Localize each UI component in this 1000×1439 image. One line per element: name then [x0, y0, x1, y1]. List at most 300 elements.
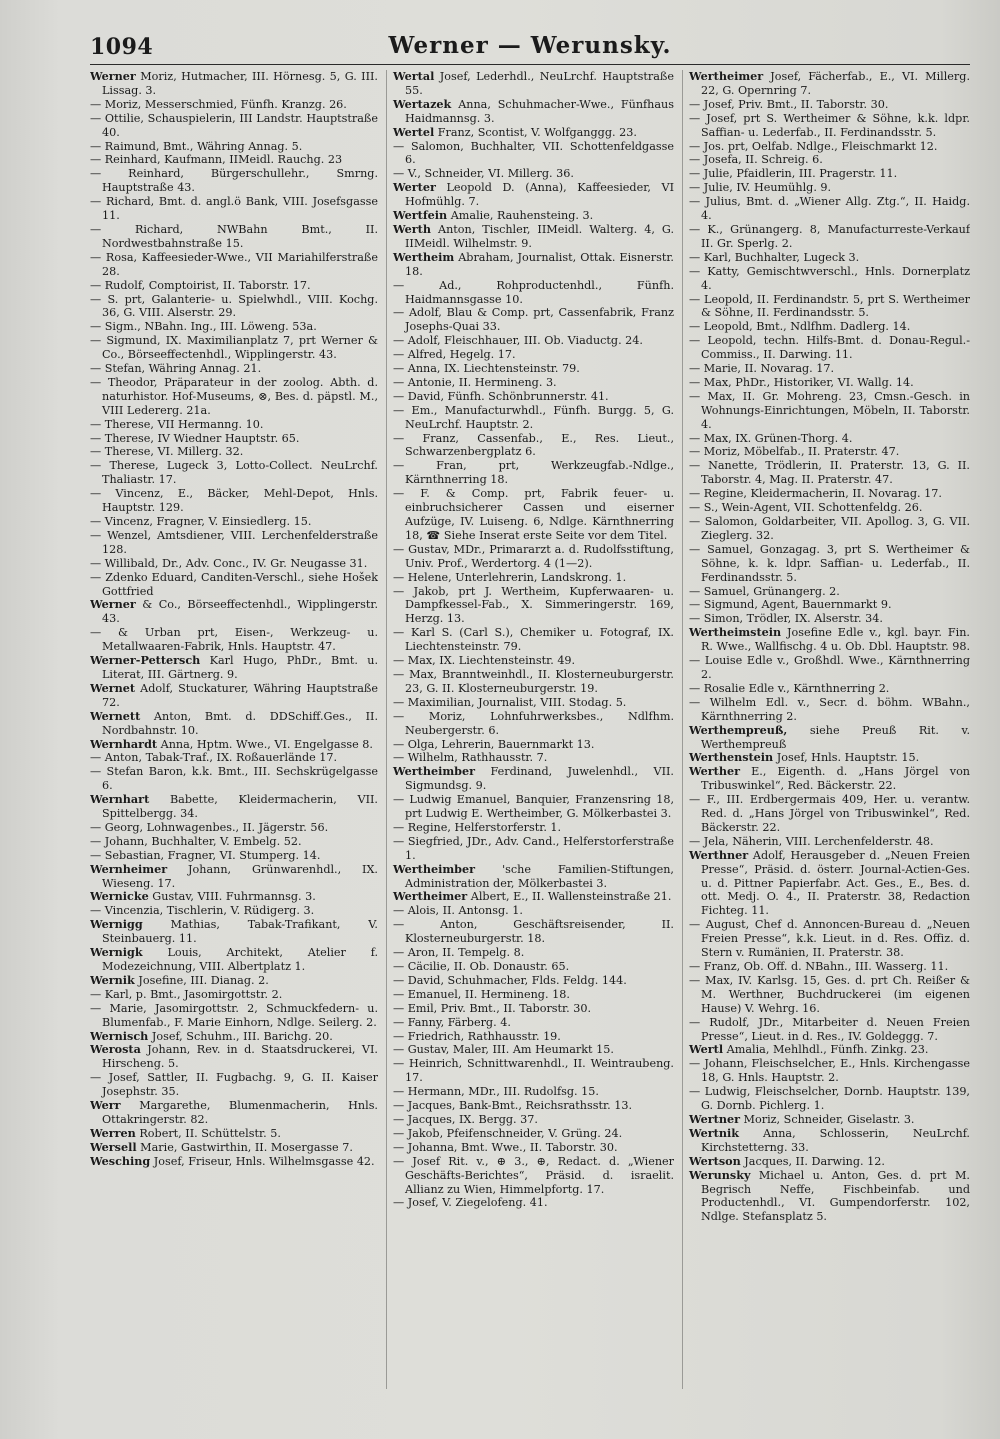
entry-details: Marie, Gastwirthin, II. Mosergasse 7.	[140, 1140, 353, 1154]
directory-entry	[689, 1015, 970, 1044]
directory-entry	[393, 348, 674, 362]
entry-surname: Wertnik	[689, 1125, 739, 1140]
directory-entry	[393, 946, 674, 960]
directory-entry	[90, 792, 378, 821]
directory-entry	[393, 542, 674, 571]
entry-details: — Sigmund, Agent, Bauernmarkt 9.	[689, 598, 892, 612]
entry-details: — F. & Comp. prt, Fabrik feuer- u. einbruchsicherer Cassen und eiserner Aufzüge, IV. Luiseng. 6, Ndlge. Kärnthnerring 18, ☎ Siehe Inserat erste Seite vor dem Titel.	[393, 487, 674, 542]
directory-entry	[90, 1028, 378, 1044]
directory-entry	[689, 722, 970, 752]
entry-details: Anton, Bmt. d. DDSchiff.Ges., II. Nordbahnstr. 10.	[102, 709, 378, 737]
directory-entry	[393, 96, 674, 126]
directory-entry	[689, 375, 970, 390]
entry-details: — Max, PhDr., Historiker, VI. Wallg. 14.	[689, 375, 914, 389]
entry-details: Josef, Lederhdl., NeuLrchf. Hauptstraße 55.	[405, 70, 674, 97]
entry-details: — Jakob, prt J. Wertheim, Kupferwaaren- u. Dampfkessel-Fab., X. Simmeringerstr. 169, Herzg. 13.	[393, 584, 674, 626]
entry-details: — Ad., Rohproductenhdl., Fünfh. Haidmannsgasse 10.	[393, 278, 674, 306]
entry-details: — S., Wein-Agent, VII. Schottenfeldg. 26.	[689, 501, 923, 515]
entry-details: — Moriz, Möbelfab., II. Praterstr. 47.	[689, 445, 900, 459]
entry-surname: Wertl	[689, 1042, 724, 1057]
directory-entry	[90, 70, 378, 98]
directory-entry	[90, 445, 378, 459]
directory-entry	[393, 208, 674, 223]
directory-entry	[90, 848, 378, 863]
entry-surname: Werren	[90, 1125, 136, 1140]
entry-details: Gustav, VIII. Fuhrmannsg. 3.	[152, 890, 316, 904]
directory-entry	[393, 820, 674, 835]
entry-details: 'sche Familien-Stiftungen, Administration der, Mölkerbastei 3.	[405, 862, 674, 890]
entry-details: — Adolf, Blau & Comp. prt, Cassenfabrik, Franz Josephs-Quai 33.	[393, 306, 674, 334]
entry-details: — Raimund, Bmt., Währing Annag. 5.	[90, 139, 303, 153]
entry-details: Michael u. Anton, Ges. d. prt M. Begrisch Neffe, Fischbeinfab. und Productenhdl., VI. Gumpendorferstr. 102, Ndlge. Stefansplatz 5.	[701, 1168, 970, 1224]
entry-details: — Marie, Jasomirgottstr. 2, Schmuckfedern- u. Blumenfab., F. Marie Einhorn, Ndlge. Seilerg. 2.	[90, 1001, 378, 1029]
entry-details: — Marie, II. Novarag. 17.	[689, 362, 835, 376]
directory-entry	[393, 139, 674, 168]
directory-entry	[90, 653, 378, 682]
entry-surname: Wertheimer	[689, 70, 764, 83]
entry-details: Margarethe, Blumenmacherin, Hnls. Ottakringerstr. 82.	[102, 1099, 378, 1126]
directory-entry	[393, 306, 674, 334]
directory-entry	[90, 139, 378, 154]
entry-details: & Co., Börseeffectenhdl., Wipplingerstr. 43.	[102, 598, 378, 626]
entry-details: — Josefa, II. Schreig. 6.	[689, 153, 823, 167]
directory-entry	[689, 445, 970, 459]
directory-entry	[393, 1057, 674, 1085]
entry-details: — Rudolf, JDr., Mitarbeiter d. Neuen Freien Presse“, Lieut. in d. Res., IV. Goldeggg. 7.	[689, 1015, 970, 1043]
directory-entry	[689, 960, 970, 974]
directory-entry	[90, 1125, 378, 1141]
entry-details: Mathias, Tabak-Trafikant, V. Steinbauerg. 11.	[102, 918, 378, 946]
entry-details: Anna, Schuhmacher-Wwe., Fünfhaus Haidmannsg. 3.	[405, 97, 674, 125]
entry-details: Amalie, Rauhensteing. 3.	[450, 209, 594, 223]
directory-entry	[689, 598, 970, 612]
directory-entry	[689, 612, 970, 626]
entry-surname: Wertazek	[393, 96, 452, 111]
directory-entry	[689, 250, 970, 265]
entry-details: — Therese, Lugeck 3, Lotto-Collect. NeuLrchf. Thaliastr. 17.	[90, 459, 378, 487]
directory-entry	[90, 278, 378, 293]
directory-entry	[393, 987, 674, 1002]
entry-details: — Franz, Ob. Off. d. NBahn., III. Wasserg. 11.	[689, 960, 949, 973]
directory-entry	[90, 1071, 378, 1099]
entry-details: — Therese, IV Wiedner Hauptstr. 65.	[90, 431, 300, 445]
directory-entry	[393, 1029, 674, 1044]
directory-entry	[689, 1125, 970, 1155]
directory-entry	[689, 181, 970, 195]
entry-details: — K., Grünangerg. 8, Manufacturreste-Verkauf II. Gr. Sperlg. 2.	[689, 222, 970, 250]
directory-entry	[393, 389, 674, 404]
entry-details: — Julie, IV. Heumühlg. 9.	[689, 181, 832, 195]
directory-entry	[689, 681, 970, 696]
directory-entry	[393, 362, 674, 376]
entry-surname: Wernhardt	[90, 736, 158, 751]
entry-details: — Regine, Kleidermacherin, II. Novarag. 17.	[689, 487, 942, 501]
directory-entry	[393, 1085, 674, 1099]
entry-details: — Karl S. (Carl S.), Chemiker u. Fotograf, IX. Liechtensteinstr. 79.	[393, 626, 674, 654]
entry-surname: Werthempreuß,	[689, 722, 788, 737]
directory-entry	[393, 375, 674, 390]
entry-details: — Adolf, Fleischhauer, III. Ob. Viaductg. 24.	[393, 334, 643, 348]
entry-details: — Wenzel, Amtsdiener, VIII. Lerchenfelderstraße 128.	[90, 528, 378, 556]
entry-details: — Helene, Unterlehrerin, Landskrong. 1.	[393, 570, 627, 584]
directory-entry	[90, 528, 378, 557]
entry-details: — Ludwig Emanuel, Banquier, Franzensring 18, prt Ludwig E. Wertheimber, G. Mölkerbastei 3.	[393, 793, 674, 821]
directory-entry	[90, 570, 378, 599]
directory-entry	[689, 834, 970, 849]
directory-entry	[393, 167, 674, 181]
directory-entry	[393, 1099, 674, 1113]
directory-entry	[393, 584, 674, 627]
directory-entry	[689, 139, 970, 154]
directory-entry	[689, 362, 970, 376]
entry-details: — Samuel, Gonzagag. 3, prt S. Wertheimer & Söhne, k. k. ldpr. Saffian- u. Lederfab., II. Ferdinandsstr. 5.	[689, 542, 970, 584]
entry-surname: Wertheimber	[393, 861, 476, 876]
directory-entry	[393, 278, 674, 307]
entry-surname: Wernisch	[90, 1028, 149, 1043]
directory-entry	[90, 680, 378, 710]
entry-details: — Stefan Baron, k.k. Bmt., III. Sechskrügelgasse 6.	[90, 765, 378, 793]
directory-columns	[90, 70, 970, 1389]
entry-details: — Fran, prt, Werkzeugfab.-Ndlge., Kärnthnerring 18.	[393, 459, 674, 487]
directory-entry	[393, 459, 674, 487]
entry-details: — Johann, Fleischselcher, E., Hnls. Kirchengasse 18, G. Hnls. Hauptstr. 2.	[689, 1057, 970, 1085]
directory-entry	[689, 459, 970, 487]
entry-details: — Cäcilie, II. Ob. Donaustr. 65.	[393, 960, 570, 973]
directory-entry	[689, 153, 970, 167]
directory-entry	[90, 987, 378, 1002]
directory-entry	[90, 362, 378, 376]
directory-entry	[393, 221, 674, 251]
directory-entry	[689, 625, 970, 654]
entry-details: Moriz, Hutmacher, III. Hörnesg. 5, G. III. Lissag. 3.	[102, 70, 378, 97]
directory-entry	[90, 222, 378, 251]
entry-details: — Karl, Buchhalter, Lugeck 3.	[689, 250, 860, 264]
directory-entry	[90, 820, 378, 835]
entry-details: Jacques, II. Darwing. 12.	[744, 1154, 885, 1168]
directory-entry	[393, 570, 674, 585]
entry-surname: Werth	[393, 221, 431, 236]
entry-details: — Theodor, Präparateur in der zoolog. Abth. d. naturhistor. Hof-Museums, ⊗, Bes. d. päpstl. M., VIII Ledererg. 21a.	[90, 375, 378, 417]
entry-surname: Werner	[90, 70, 136, 83]
entry-details: — Sebastian, Fragner, VI. Stumperg. 14.	[90, 848, 321, 862]
entry-details: — Anton, Geschäftsreisender, II. Klosterneuburgerstr. 18.	[393, 918, 674, 946]
entry-details: Franz, Scontist, V. Wolfganggg. 23.	[437, 125, 637, 139]
entry-details: — V., Schneider, VI. Millerg. 36.	[393, 167, 574, 181]
entry-details: — Leopold, techn. Hilfs-Bmt. d. Donau-Regul.-Commiss., II. Darwing. 11.	[689, 334, 970, 362]
entry-surname: Werosta	[90, 1042, 141, 1057]
entry-details: — Ludwig, Fleischselcher, Dornb. Hauptstr. 139, G. Dornb. Pichlerg. 1.	[689, 1085, 970, 1113]
entry-surname: Wesching	[90, 1153, 151, 1168]
entry-details: — Ottilie, Schauspielerin, III Landstr. Hauptstraße 40.	[90, 111, 378, 139]
directory-entry	[689, 1167, 970, 1225]
directory-entry	[90, 1139, 378, 1155]
entry-surname: Wernicke	[90, 889, 149, 904]
entry-details: Josef, Fächerfab., E., VI. Millerg. 22, G. Opernring 7.	[701, 70, 970, 97]
entry-details: — Salomon, Buchhalter, VII. Schottenfeldgasse 6.	[393, 139, 674, 167]
entry-details: — Richard, Bmt. d. angl.ö Bank, VIII. Josefsgasse 11.	[90, 195, 378, 223]
entry-surname: Wernet	[90, 680, 136, 695]
entry-details: — Anna, IX. Liechtensteinstr. 79.	[393, 362, 580, 376]
entry-details: Anton, Tischler, IIMeidl. Walterg. 4, G. IIMeidl. Wilhelmstr. 9.	[405, 222, 674, 250]
directory-entry	[90, 375, 378, 418]
directory-entry	[689, 764, 970, 793]
entry-surname: Werthenstein	[689, 750, 774, 765]
entry-details: — Jacques, IX. Bergg. 37.	[393, 1112, 538, 1126]
entry-details: — Georg, Lohnwagenbes., II. Jägerstr. 56.	[90, 820, 329, 834]
entry-details: — Fanny, Färberg. 4.	[393, 1015, 511, 1029]
directory-entry	[689, 222, 970, 251]
entry-details: — Heinrich, Schnittwarenhdl., II. Weintraubeng. 17.	[393, 1057, 674, 1085]
entry-details: — Emanuel, II. Hermineng. 18.	[393, 987, 570, 1001]
directory-entry	[90, 708, 378, 738]
entry-details: — & Urban prt, Eisen-, Werkzeug- u. Metallwaaren-Fabrik, Hnls. Hauptstr. 47.	[90, 626, 378, 654]
entry-details: — Moriz, Messerschmied, Fünfh. Kranzg. 26.	[90, 97, 347, 111]
entry-surname: Wersell	[90, 1139, 137, 1154]
directory-entry	[393, 973, 674, 988]
directory-entry	[90, 626, 378, 654]
entry-details: Karl Hugo, PhDr., Bmt. u. Literat, III. Gärtnerg. 9.	[102, 654, 378, 681]
entry-details: Josef, Friseur, Hnls. Wilhelmsgasse 42.	[153, 1154, 375, 1168]
directory-entry	[393, 249, 674, 279]
column-3	[682, 70, 970, 1389]
directory-entry	[689, 1042, 970, 1057]
directory-entry	[90, 945, 378, 974]
entry-details: Babette, Kleidermacherin, VII. Spittelbergg. 34.	[102, 793, 378, 821]
directory-entry	[90, 1153, 378, 1169]
directory-entry	[689, 1085, 970, 1113]
directory-entry	[90, 904, 378, 918]
entry-details: — Karl, p. Bmt., Jasomirgottstr. 2.	[90, 987, 283, 1001]
entry-details: — Alois, II. Antonsg. 1.	[393, 904, 523, 918]
entry-details: — Moriz, Lohnfuhrwerksbes., Ndlfhm. Neubergerstr. 6.	[393, 709, 674, 737]
entry-details: — Katty, Gemischtwverschl., Hnls. Dornerplatz 4.	[689, 264, 970, 292]
directory-entry	[393, 918, 674, 946]
entry-surname: Werunsky	[689, 1167, 751, 1182]
directory-entry	[689, 973, 970, 1016]
directory-entry	[393, 889, 674, 904]
entry-details: — Franz, Cassenfab., E., Res. Lieut., Schwarzenbergplatz 6.	[393, 431, 674, 459]
entry-details: — Vincenz, Fragner, V. Einsiedlerg. 15.	[90, 515, 312, 528]
entry-details: Adolf, Herausgeber d. „Neuen Freien Presse“, Präsid. d. österr. Journal-Actien-Ges. u. d. Pittner Papierfabr. Act. Ges., E., Bes. d. ott. Medj. O. 4., II. Praterstr. 38, Redaction Fichteg. 11.	[701, 848, 970, 918]
directory-entry	[90, 334, 378, 362]
directory-entry	[90, 320, 378, 334]
entry-details: — Salomon, Goldarbeiter, VII. Apollog. 3, G. VII. Zieglerg. 32.	[689, 515, 970, 542]
entry-details: — Josef, Sattler, II. Fugbachg. 9, G. II. Kaiser Josephstr. 35.	[90, 1071, 378, 1099]
directory-entry	[689, 695, 970, 724]
directory-entry	[393, 1154, 674, 1197]
entry-details: — Friedrich, Rathhausstr. 19.	[393, 1029, 561, 1043]
entry-details: — Jakob, Pfeifenschneider, V. Grüng. 24.	[393, 1126, 623, 1140]
entry-details: — Vincenz, E., Bäcker, Mehl-Depot, Hnls. Hauptstr. 129.	[90, 487, 378, 515]
directory-entry	[689, 97, 970, 112]
entry-details: — Julie, Pfaidlerin, III. Pragerstr. 11.	[689, 167, 898, 181]
entry-details: — David, Fünfh. Schönbrunnerstr. 41.	[393, 389, 609, 403]
entry-details: — Richard, NWBahn Bmt., II. Nordwestbahnstraße 15.	[90, 222, 378, 250]
entry-surname: Wertson	[689, 1153, 741, 1168]
entry-details: siehe Preuß Rit. v. Werthempreuß	[701, 723, 970, 751]
page-number: 1094	[90, 34, 154, 60]
directory-entry	[689, 487, 970, 501]
entry-details: — Vincenzia, Tischlerin, V. Rüdigerg. 3.	[90, 904, 315, 918]
entry-surname: Wertal	[393, 70, 435, 83]
directory-entry	[393, 180, 674, 209]
entry-details: — Rosalie Edle v., Kärnthnerring 2.	[689, 681, 890, 695]
directory-entry	[393, 751, 674, 765]
directory-entry	[393, 403, 674, 432]
directory-entry	[393, 695, 674, 710]
entry-details: — Johanna, Bmt. Wwe., II. Taborstr. 30.	[393, 1140, 618, 1154]
directory-entry	[689, 501, 970, 515]
entry-details: Anna, Hptm. Wwe., VI. Engelgasse 8.	[160, 737, 373, 751]
entry-surname: Werthner	[689, 847, 749, 862]
directory-entry	[393, 861, 674, 891]
directory-entry	[90, 597, 378, 626]
directory-entry	[393, 124, 674, 140]
directory-entry	[90, 195, 378, 223]
directory-entry	[393, 709, 674, 738]
directory-entry	[393, 1043, 674, 1057]
directory-entry	[90, 97, 378, 112]
directory-entry	[90, 431, 378, 446]
directory-entry	[393, 834, 674, 863]
entry-details: Abraham, Journalist, Ottak. Eisnerstr. 18.	[405, 250, 674, 278]
entry-details: — Hermann, MDr., III. Rudolfsg. 15.	[393, 1085, 599, 1099]
entry-details: — Maximilian, Journalist, VIII. Stodag. 5.	[393, 695, 627, 709]
entry-details: — Reinhard, Bürgerschullehr., Smrng. Hauptstraße 43.	[90, 167, 378, 195]
entry-surname: Werr	[90, 1098, 121, 1113]
entry-surname: Wertheim	[393, 249, 455, 264]
entry-details: — Antonie, II. Hermineng. 3.	[393, 375, 557, 389]
directory-entry	[90, 889, 378, 904]
entry-details: Moriz, Schneider, Giselastr. 3.	[743, 1112, 915, 1126]
entry-details: — Max, IX. Grünen-Thorg. 4.	[689, 431, 853, 445]
directory-entry	[90, 1098, 378, 1127]
directory-entry	[689, 70, 970, 98]
entry-details: — Anton, Tabak-Traf., IX. Roßauerlände 17.	[90, 751, 338, 765]
directory-entry	[689, 389, 970, 432]
directory-entry	[393, 654, 674, 668]
directory-entry	[689, 292, 970, 321]
directory-entry	[689, 542, 970, 585]
entry-details: — Josef, Priv. Bmt., II. Taborstr. 30.	[689, 97, 889, 111]
directory-entry	[689, 654, 970, 682]
entry-details: — Max, IV. Karlsg. 15, Ges. d. prt Ch. Reißer & M. Werthner, Buchdruckerei (im eigenen Hause) V. Wehrg. 16.	[689, 973, 970, 1015]
directory-entry	[90, 111, 378, 140]
entry-details: — Therese, VII Hermanng. 10.	[90, 417, 264, 431]
entry-details: — Max, IX. Liechtensteinstr. 49.	[393, 654, 576, 668]
directory-entry	[90, 556, 378, 571]
directory-entry	[393, 487, 674, 543]
entry-surname: Werter	[393, 180, 436, 195]
directory-entry	[90, 1001, 378, 1030]
entry-details: — S. prt, Galanterie- u. Spielwhdl., VIII. Kochg. 36, G. VIII. Alserstr. 29.	[90, 292, 378, 320]
directory-entry	[90, 751, 378, 765]
directory-entry	[393, 626, 674, 654]
entry-details: — Sigmund, IX. Maximilianplatz 7, prt Werner & Co., Börseeffectenhdl., Wipplingerstr. 43.	[90, 334, 378, 362]
directory-entry	[689, 1057, 970, 1085]
directory-entry	[90, 736, 378, 752]
directory-entry	[393, 1001, 674, 1016]
entry-surname: Wernigg	[90, 917, 143, 932]
directory-entry	[689, 1111, 970, 1127]
entry-details: — Louise Edle v., Großhdl. Wwe., Kärnthnerring 2.	[689, 654, 970, 681]
entry-surname: Wertheimber	[393, 764, 476, 779]
directory-entry	[90, 861, 378, 891]
directory-entry	[393, 667, 674, 696]
entry-surname: Wernik	[90, 972, 135, 987]
entry-details: — Jos. prt, Oelfab. Ndlge., Fleischmarkt 12.	[689, 139, 938, 153]
directory-entry	[689, 847, 970, 919]
entry-details: Josefine, III. Dianag. 2.	[138, 973, 269, 987]
directory-entry	[393, 1140, 674, 1155]
directory-entry	[689, 431, 970, 446]
entry-details: — Gustav, Maler, III. Am Heumarkt 15.	[393, 1043, 614, 1057]
running-head: Werner — Werunsky.	[388, 32, 672, 59]
entry-surname: Wernigk	[90, 945, 143, 960]
directory-entry	[689, 515, 970, 543]
directory-entry	[393, 793, 674, 821]
entry-details: — Johann, Buchhalter, V. Embelg. 52.	[90, 834, 302, 848]
directory-entry	[90, 765, 378, 793]
entry-surname: Wertner	[689, 1111, 740, 1126]
directory-entry	[689, 334, 970, 362]
directory-entry	[689, 195, 970, 223]
entry-details: — David, Schuhmacher, Flds. Feldg. 144.	[393, 973, 627, 987]
entry-details: — Josef, prt S. Wertheimer & Söhne, k.k. ldpr. Saffian- u. Lederfab., II. Ferdinandsstr. 5.	[689, 111, 970, 139]
directory-entry	[393, 1112, 674, 1127]
directory-entry	[90, 1042, 378, 1071]
entry-details: Louis, Architekt, Atelier f. Modezeichnung, VIII. Albertplatz 1.	[102, 946, 378, 973]
entry-surname: Werner	[90, 597, 136, 612]
column-1	[90, 70, 378, 1389]
entry-details: — Samuel, Grünangerg. 2.	[689, 584, 840, 598]
directory-entry	[393, 70, 674, 98]
entry-surname: Wertheimstein	[689, 625, 782, 640]
directory-entry	[90, 417, 378, 432]
entry-details: — Emil, Priv. Bmt., II. Taborstr. 30.	[393, 1001, 592, 1015]
directory-entry	[90, 834, 378, 849]
entry-details: — Therese, VI. Millerg. 32.	[90, 445, 244, 459]
entry-details: Adolf, Stuckaturer, Währing Hauptstraße 72.	[102, 681, 378, 709]
entry-details: — Sigm., NBahn. Ing., III. Löweng. 53a.	[90, 320, 317, 334]
directory-entry	[689, 918, 970, 960]
directory-entry	[689, 1153, 970, 1169]
entry-details: — Max, Branntweinhdl., II. Klosterneuburgerstr. 23, G. II. Klosterneuburgerstr. 19.	[393, 667, 674, 695]
directory-entry	[90, 515, 378, 529]
entry-details: — Leopold, Bmt., Ndlfhm. Dadlerg. 14.	[689, 320, 911, 334]
entry-details: Ferdinand, Juwelenhdl., VII. Sigmundsg. 9.	[405, 765, 674, 793]
entry-details: — Simon, Trödler, IX. Alserstr. 34.	[689, 612, 883, 626]
entry-details: Anna, Schlosserin, NeuLrchf. Kirchstetterng. 33.	[701, 1126, 970, 1154]
entry-details: — Leopold, II. Ferdinandstr. 5, prt S. Wertheimer & Söhne, II. Ferdinandsstr. 5.	[689, 292, 970, 320]
entry-details: Leopold D. (Anna), Kaffeesieder, VI Hofmühlg. 7.	[405, 181, 674, 209]
directory-entry	[90, 250, 378, 279]
directory-entry	[393, 1015, 674, 1030]
directory-entry	[689, 793, 970, 835]
entry-details: Robert, II. Schüttelstr. 5.	[139, 1126, 281, 1140]
entry-details: Johann, Rev. in d. Staatsdruckerei, VI. Hirscheng. 5.	[102, 1043, 378, 1071]
entry-surname: Wertel	[393, 124, 435, 139]
directory-entry	[393, 334, 674, 348]
directory-entry	[689, 750, 970, 765]
entry-details: — Regine, Helferstorferstr. 1.	[393, 820, 562, 834]
entry-details: Josefine Edle v., kgl. bayr. Fin. R. Wwe., Wallfischg. 4 u. Ob. Dbl. Hauptstr. 98.	[701, 626, 970, 654]
entry-details: Josef, Hnls. Hauptstr. 15.	[776, 751, 920, 765]
entry-details: — Josef Rit. v., ⊕ 3., ⊕, Redact. d. „Wiener Geschäfts-Berichtes“, Präsid. d. israelit. Allianz zu Wien, Himmelpfortg. 17.	[393, 1154, 674, 1196]
entry-details: E., Eigenth. d. „Hans Jörgel von Tribuswinkel“, Red. Bäckerstr. 22.	[701, 765, 970, 793]
entry-details: — Em., Manufacturwhdl., Fünfh. Burgg. 5, G. NeuLrchf. Hauptstr. 2.	[393, 403, 674, 431]
entry-surname: Wertfein	[393, 208, 448, 223]
